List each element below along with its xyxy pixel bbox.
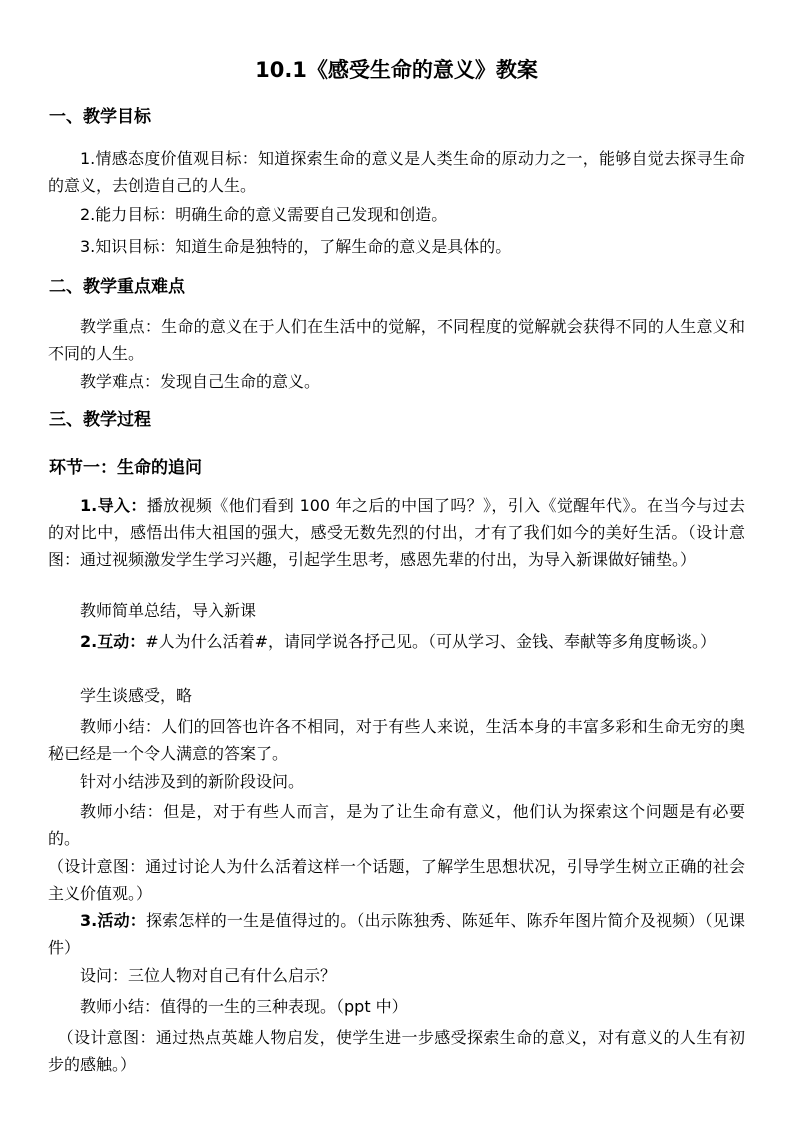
follow-up-question: 针对小结涉及到的新阶段设问。 — [80, 772, 305, 791]
teacher-summary-one: 教师小结：人们的回答也许各不相同，对于有些人来说，生活本身的丰富多彩和生命无穷的奥秘已经是一个令人满意的答案了。 — [48, 717, 745, 763]
step-intro-label: 1.导入： — [80, 496, 147, 515]
teacher-summary-two: 教师小结：但是，对于有些人而言，是为了让生命有意义，他们认为探索这个问题是有必要的。 — [48, 802, 745, 848]
teacher-summary-intro: 教师简单总结，导入新课 — [80, 601, 257, 620]
teacher-summary-three: 教师小结：值得的一生的三种表现。（ppt 中） — [80, 997, 408, 1016]
section-heading-key-points: 二、教学重点难点 — [49, 277, 185, 297]
difficulty-paragraph: 教学难点：发现自己生命的意义。 — [80, 372, 321, 391]
goal-emotion-paragraph: 1.情感态度价值观目标：知道探索生命的意义是人类生命的原动力之一，能够自觉去探寻生命的意义，去创造自己的人生。 — [48, 149, 745, 195]
goal-knowledge-paragraph: 3.知识目标：知道生命是独特的，了解生命的意义是具体的。 — [80, 237, 512, 256]
link-one-heading: 环节一：生命的追问 — [49, 458, 202, 478]
step-interaction-text: #人为什么活着#，请同学说各抒己见。（可从学习、金钱、奉献等多角度畅谈。） — [145, 632, 717, 651]
design-intent-two: （设计意图：通过讨论人为什么活着这样一个话题，了解学生思想状况，引导学生树立正确的社会主义价值观。） — [48, 857, 745, 903]
step-intro-paragraph — [48, 492, 745, 573]
step-activity-label: 3.活动： — [80, 911, 146, 930]
goal-ability-paragraph: 2.能力目标：明确生命的意义需要自己发现和创造。 — [80, 205, 448, 224]
section-heading-teaching-goals: 一、教学目标 — [49, 107, 151, 127]
document-title: 10.1《感受生命的意义》教案 — [255, 58, 538, 82]
step-activity-paragraph — [48, 907, 745, 961]
step-activity-text: 探索怎样的一生是值得过的。（出示陈独秀、陈延年、陈乔年图片简介及视频）（见课件） — [48, 911, 745, 957]
reflection-question: 设问：三位人物对自己有什么启示？ — [80, 966, 337, 985]
section-heading-process: 三、教学过程 — [49, 410, 151, 430]
step-interaction-paragraph — [48, 628, 745, 655]
design-intent-three: （设计意图：通过热点英雄人物启发，使学生进一步感受探索生命的意义，对有意义的人生有初步的感触。） — [48, 1028, 745, 1074]
key-point-paragraph: 教学重点：生命的意义在于人们在生活中的觉解，不同程度的觉解就会获得不同的人生意义和不同的人生。 — [48, 317, 745, 363]
students-response: 学生谈感受，略 — [80, 686, 193, 705]
step-intro-text: 播放视频《他们看到 100 年之后的中国了吗？》，引入《觉醒年代》。在当今与过去的对比中，感悟出伟大祖国的强大，感受无数先烈的付出，才有了我们如今的美好生活。（设计意图：通过视频激发学生学习兴趣，引起学生思考，感恩先辈的付出，为导入新课做好铺垫。） — [48, 496, 745, 569]
step-interaction-label: 2.互动： — [80, 632, 146, 651]
